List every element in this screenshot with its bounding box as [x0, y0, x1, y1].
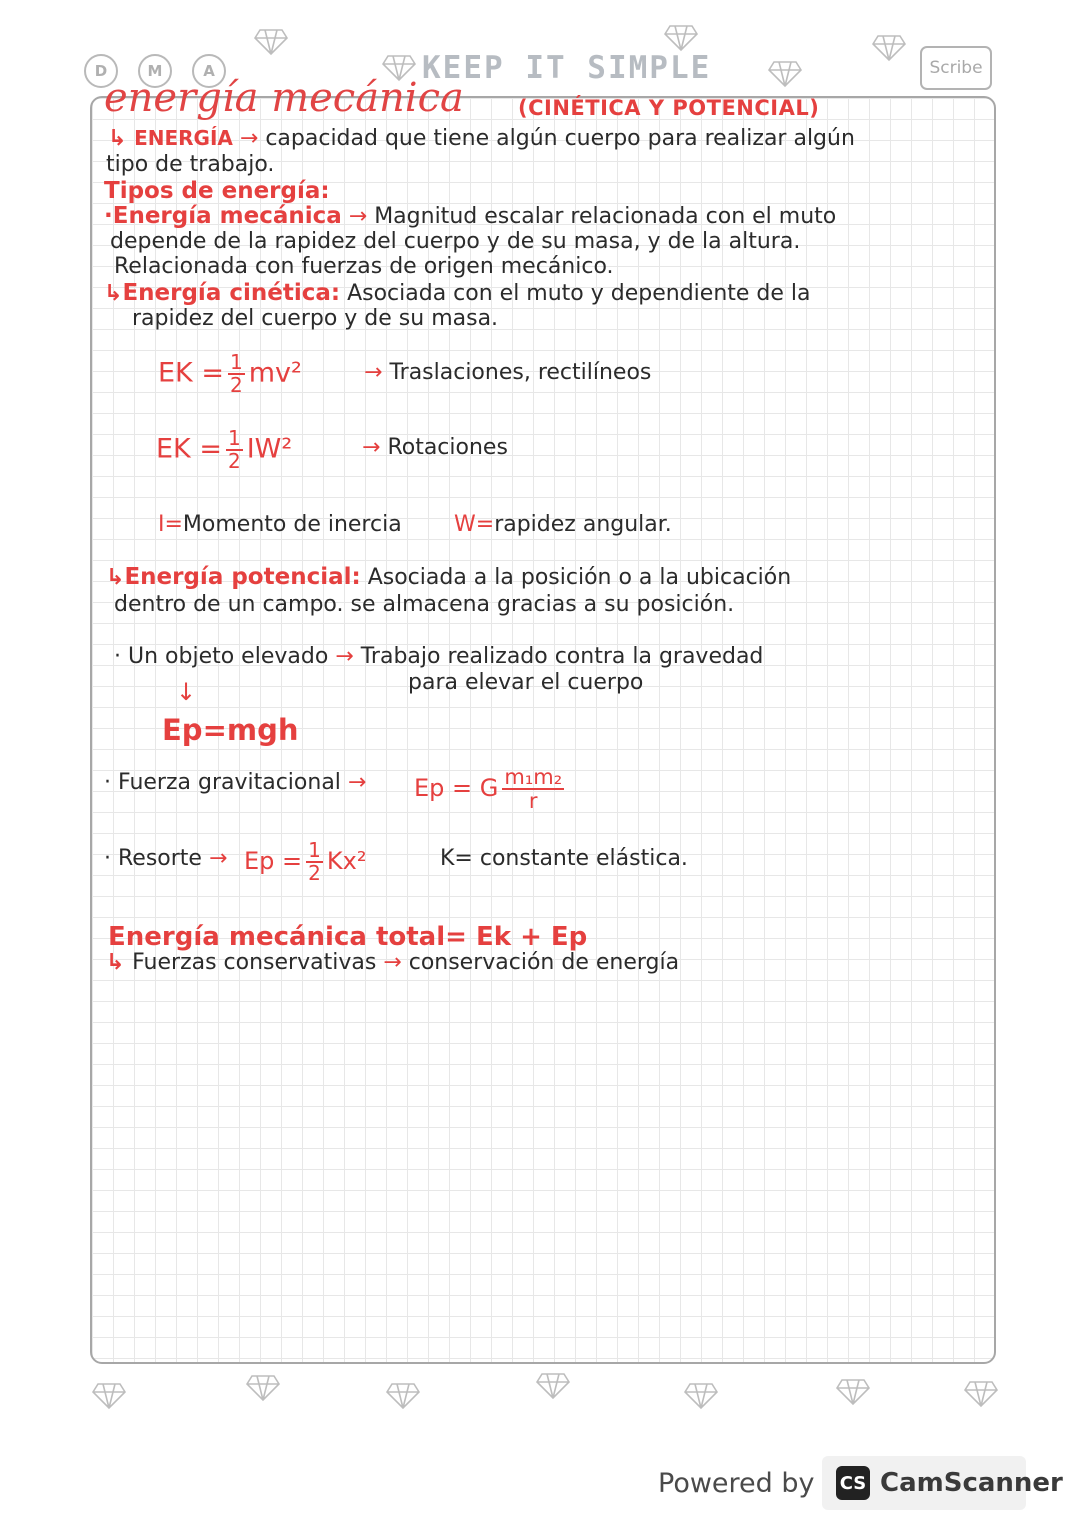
omega-desc: rapidez angular.	[494, 512, 672, 537]
diamond-icon	[536, 1370, 570, 1400]
diamond-icon	[836, 1376, 870, 1406]
ep-resorte-formula	[244, 840, 366, 884]
fraction-one-half	[228, 352, 245, 396]
energia-label: ENERGÍA	[134, 126, 233, 150]
ek2-rhs: IW²	[246, 433, 293, 465]
diamond-icon	[964, 1378, 998, 1408]
mecanica-label: ·Energía mecánica	[104, 203, 342, 229]
ep-res-rhs: Kx²	[326, 847, 367, 875]
ep-grav-den: r	[528, 789, 538, 814]
note-subtitle: (CINÉTICA Y POTENCIAL)	[518, 96, 820, 120]
cinetica-label: Energía cinética:	[122, 280, 341, 306]
frac-den: 2	[308, 861, 321, 885]
resorte-label: · Resorte	[104, 846, 202, 871]
ep-grav-num: m₁m₂	[504, 765, 563, 789]
diamond-icon	[92, 1380, 126, 1410]
diamond-icon	[872, 32, 906, 62]
inercia-legend	[158, 514, 402, 536]
scribe-badge: Scribe	[920, 46, 992, 90]
potencial-def-line2: dentro de un campo. se almacena gracias a su posición.	[114, 592, 735, 617]
ek1-desc: Traslaciones, rectilíneos	[389, 360, 652, 385]
diamond-icon	[684, 1380, 718, 1410]
objeto-desc-line1: Trabajo realizado contra la gravedad	[360, 644, 764, 669]
ek-translational-formula	[158, 352, 302, 396]
fuerza-grav-line: · Fuerza gravitacional →	[104, 770, 367, 795]
cinetica-def-line2: rapidez del cuerpo y de su masa.	[132, 306, 499, 331]
inercia-symbol: I=	[158, 512, 183, 537]
frac-num: 1	[308, 838, 321, 862]
ek1-rhs: mv²	[248, 357, 302, 389]
ep-grav-fraction	[502, 766, 564, 812]
ep-res-lhs: Ep =	[244, 847, 303, 875]
diamond-icon	[246, 1372, 280, 1402]
objeto-desc-line2: para elevar el cuerpo	[408, 670, 644, 695]
mecanica-def-line1: Magnitud escalar relacionada con el muto	[374, 204, 837, 229]
note-title: energía mecánica	[104, 75, 464, 121]
frac-num: 1	[229, 350, 243, 374]
ek-translational-desc: → Traslaciones, rectilíneos	[364, 360, 652, 385]
header-circle-m: M	[138, 54, 172, 88]
conservativas-line: ↳ Fuerzas conservativas → conservación de energía	[106, 950, 680, 975]
omega-legend	[454, 514, 672, 536]
camscanner-brand: CamScanner	[880, 1468, 1063, 1498]
powered-by-text: Powered by	[658, 1468, 815, 1499]
frac-num: 1	[227, 426, 241, 450]
mecanica-def-line3: Relacionada con fuerzas de origen mecánico.	[114, 254, 614, 279]
cinetica-line1: ↳Energía cinética: Asociada con el muto y dependiente de la	[104, 280, 811, 306]
ep-grav-formula	[414, 766, 568, 812]
diamond-icon	[254, 26, 288, 56]
ek-rotational-formula	[156, 428, 292, 472]
down-arrow-icon: ↓	[176, 678, 197, 706]
energia-def-line1: capacidad que tiene algún cuerpo para realizar algún	[265, 126, 855, 151]
fraction-one-half	[306, 840, 323, 884]
objeto-line: · Un objeto elevado → Trabajo realizado contra la gravedad	[114, 644, 764, 669]
ep-grav-lhs: Ep = G	[414, 774, 499, 803]
inercia-desc: Momento de inercia	[182, 512, 402, 537]
diamond-icon	[386, 1380, 420, 1410]
energia-def-line2: tipo de trabajo.	[106, 152, 275, 177]
mecanica-line1: ·Energía mecánica → Magnitud escalar relacionada con el muto	[104, 203, 837, 229]
fraction-one-half	[226, 428, 243, 472]
header-circle-d: D	[84, 54, 118, 88]
header-circle-a: A	[192, 54, 226, 88]
ek1-lhs: EK =	[158, 357, 224, 389]
mecanica-def-line2: depende de la rapidez del cuerpo y de su masa, y de la altura.	[110, 229, 801, 254]
conservacion-label: conservación de energía	[408, 950, 680, 975]
ek-rotational-desc: → Rotaciones	[362, 435, 508, 460]
diamond-icon	[768, 58, 802, 88]
resorte-line: · Resorte →	[104, 846, 228, 871]
energia-definition: ↳ ENERGÍA → capacidad que tiene algún cuerpo para realizar algún	[108, 126, 855, 151]
frac-den: 2	[227, 449, 241, 473]
total-energy-line: Energía mecánica total= Ek + Ep	[108, 922, 588, 952]
objeto-label: · Un objeto elevado	[114, 644, 329, 669]
k-constant-desc: K= constante elástica.	[440, 846, 688, 871]
cinetica-def-line1: Asociada con el muto y dependiente de la	[347, 281, 811, 306]
potencial-line1: ↳Energía potencial: Asociada a la posición o a la ubicación	[106, 564, 792, 590]
conservativas-label: Fuerzas conservativas	[132, 950, 377, 975]
potencial-label: Energía potencial:	[124, 564, 361, 590]
ek2-desc: Rotaciones	[387, 435, 508, 460]
fuerza-grav-label: · Fuerza gravitacional	[104, 770, 341, 795]
ek2-lhs: EK =	[156, 433, 222, 465]
omega-symbol: W=	[454, 512, 495, 537]
camscanner-logo-icon: CS	[836, 1466, 870, 1500]
frac-den: 2	[229, 373, 243, 397]
tipos-heading: Tipos de energía:	[104, 178, 330, 204]
potencial-def-line1: Asociada a la posición o a la ubicación	[367, 565, 792, 590]
ep-mgh-formula: Ep=mgh	[162, 713, 299, 747]
brand-title: KEEP IT SIMPLE	[422, 50, 712, 86]
diamond-icon	[664, 22, 698, 52]
